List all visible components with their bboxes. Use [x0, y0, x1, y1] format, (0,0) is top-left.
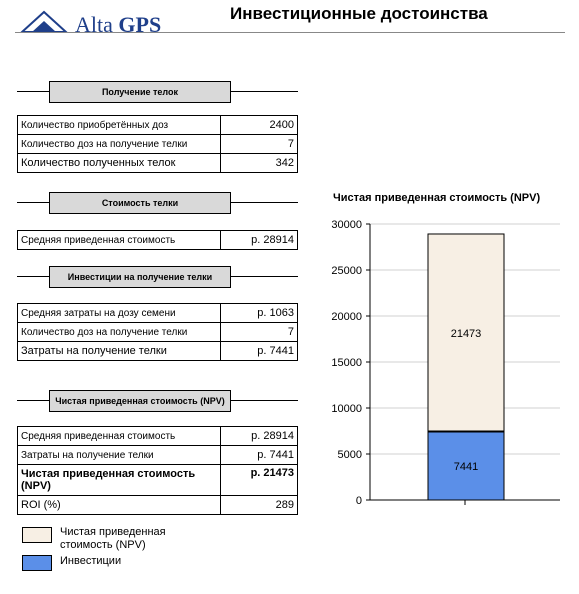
section-header-npv — [17, 390, 298, 412]
row-label: Чистая приведенная стоимость (NPV) — [18, 465, 221, 496]
table-row — [18, 465, 298, 496]
row-value: 342 — [221, 154, 298, 173]
section-header-calf — [17, 81, 298, 103]
logo-triangle-icon — [20, 8, 70, 34]
y-tick-label: 10000 — [331, 403, 362, 415]
chart-title: Чистая приведенная стоимость (NPV) — [333, 192, 541, 204]
row-label: Затраты на получение телки — [18, 342, 221, 361]
table-row — [18, 231, 298, 250]
table-row — [18, 446, 298, 465]
row-label: Средняя приведенная стоимость — [18, 427, 221, 446]
calf-table — [17, 115, 298, 173]
row-label: Количество доз на получение телки — [18, 135, 221, 154]
table-row — [18, 116, 298, 135]
data-label: 21473 — [450, 327, 482, 340]
y-tick-label: 25000 — [331, 265, 362, 277]
row-value: р. 7441 — [221, 446, 298, 465]
table-row — [18, 342, 298, 361]
table-row — [18, 323, 298, 342]
data-label: 7441 — [453, 460, 479, 473]
section-header-invest — [17, 266, 298, 288]
row-label: Затраты на получение телки — [18, 446, 221, 465]
legend-swatch-npv — [22, 527, 52, 543]
row-value: 2400 — [221, 116, 298, 135]
row-value: р. 21473 — [221, 465, 298, 496]
header-divider — [15, 32, 565, 33]
y-tick-label: 30000 — [331, 219, 362, 231]
table-row — [18, 427, 298, 446]
logo-text — [75, 12, 161, 38]
row-label: Средняя затраты на дозу семени — [18, 304, 221, 323]
npv-table — [17, 426, 298, 515]
row-value: 7 — [221, 135, 298, 154]
y-tick-label: 15000 — [331, 357, 362, 369]
row-label: Средняя приведенная стоимость — [18, 231, 221, 250]
section-title-cost: Стоимость телки — [49, 192, 231, 214]
legend-swatch-invest — [22, 555, 52, 571]
row-value: р. 7441 — [221, 342, 298, 361]
table-row — [18, 496, 298, 515]
cost-table — [17, 230, 298, 250]
table-row — [18, 304, 298, 323]
section-title-invest: Инвестиции на получение телки — [49, 266, 231, 288]
table-row — [18, 154, 298, 173]
row-label: Количество доз на получение телки — [18, 323, 221, 342]
section-title-npv: Чистая приведенная стоимость (NPV) — [49, 390, 231, 412]
row-value: р. 28914 — [221, 231, 298, 250]
y-tick-label: 5000 — [337, 449, 362, 461]
row-label: Количество приобретённых доз — [18, 116, 221, 135]
row-value: р. 28914 — [221, 427, 298, 446]
row-value: 289 — [221, 496, 298, 515]
alta-gps-logo — [20, 8, 162, 37]
legend-label-invest: Инвестиции — [60, 555, 122, 567]
page-title: Инвестиционные достоинства — [230, 4, 488, 23]
legend-label-npv: Чистая приведенная стоимость (NPV) — [60, 526, 166, 551]
row-value: р. 1063 — [221, 304, 298, 323]
logo-text-alta: Alta — [75, 12, 113, 37]
section-title-calf: Получение телок — [49, 81, 231, 103]
table-row — [18, 135, 298, 154]
y-tick-label: 0 — [355, 495, 362, 507]
row-value: 7 — [221, 323, 298, 342]
y-tick-label: 20000 — [331, 311, 362, 323]
row-label: ROI (%) — [18, 496, 221, 515]
logo-text-gps: GPS — [118, 12, 162, 37]
section-header-cost — [17, 192, 298, 214]
npv-stacked-bar-chart — [320, 214, 570, 509]
invest-table — [17, 303, 298, 361]
row-label: Количество полученных телок — [18, 154, 221, 173]
